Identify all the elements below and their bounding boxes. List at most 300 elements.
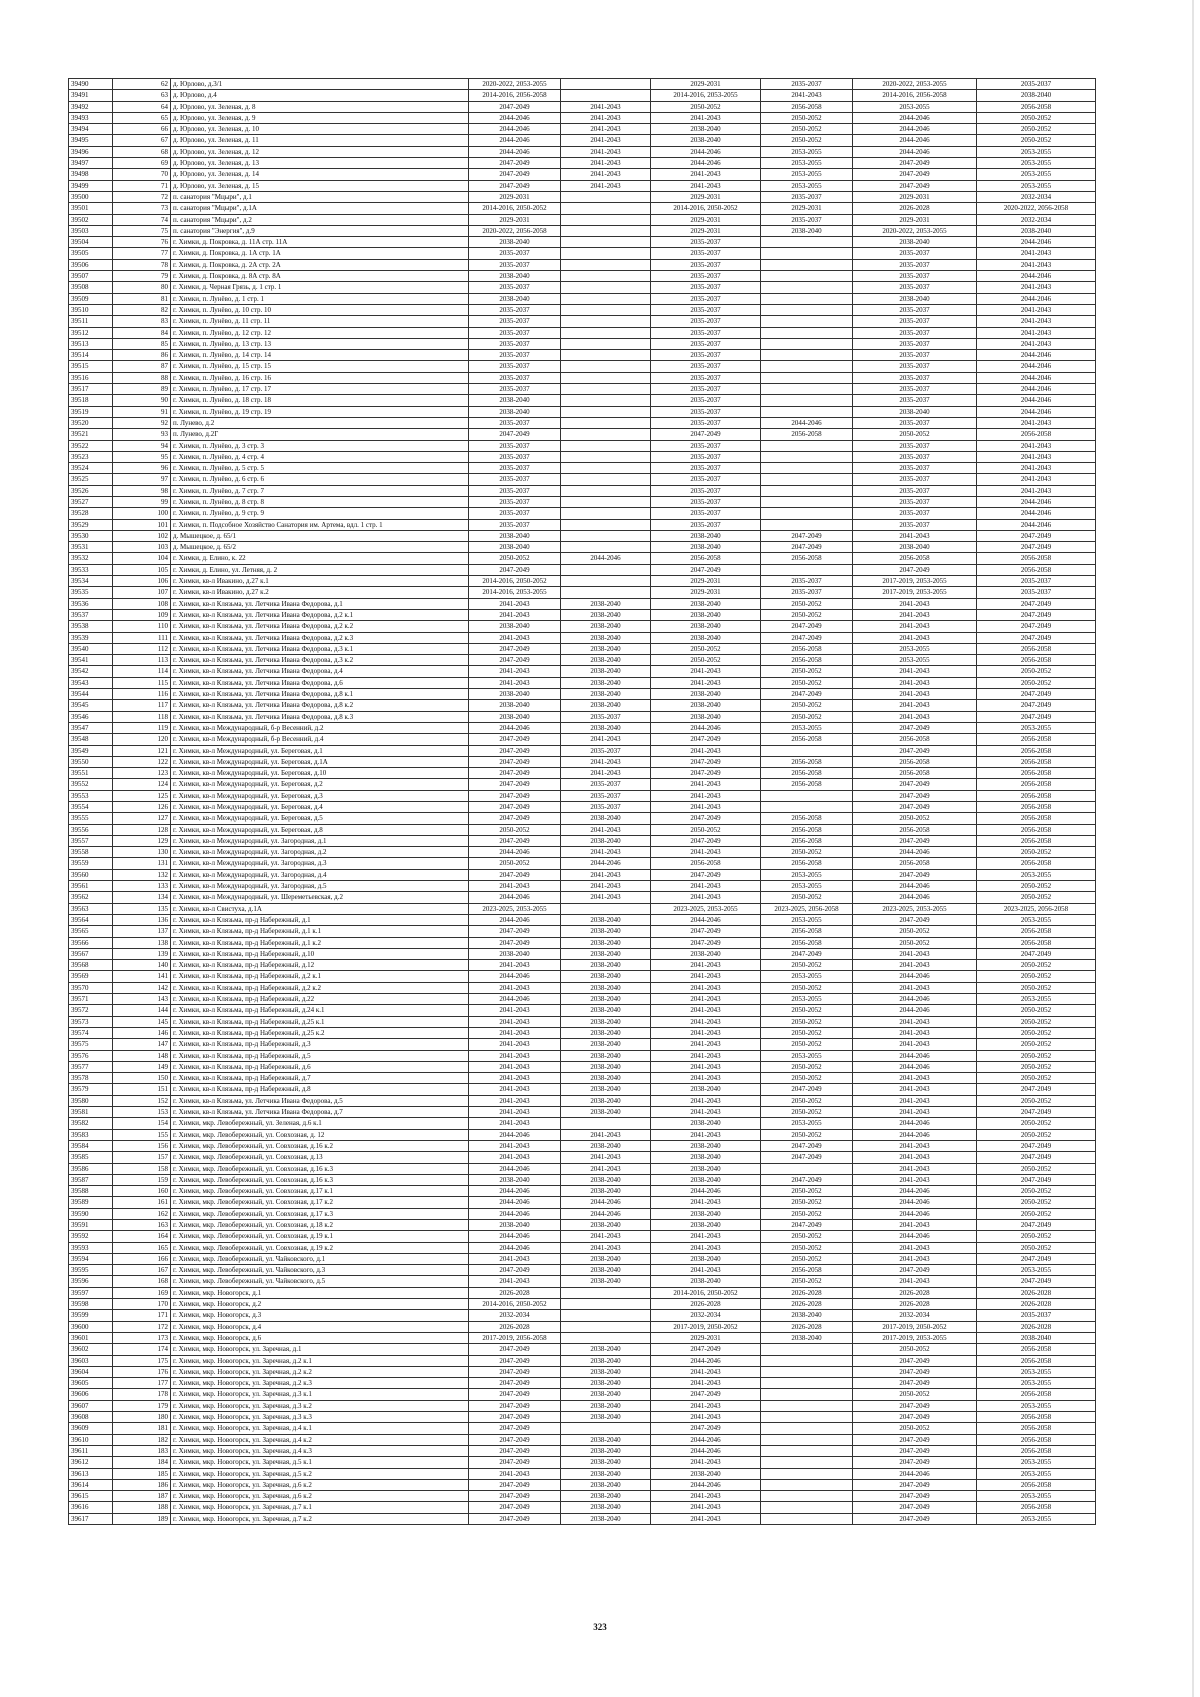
period-3-cell: 2035-2037 xyxy=(651,259,761,270)
registry-id-cell: 39587 xyxy=(69,1174,113,1185)
registry-id-cell: 39498 xyxy=(69,169,113,180)
period-6-cell: 2050-2052 xyxy=(977,847,1096,858)
period-1-cell: 2047-2049 xyxy=(469,1479,561,1490)
period-3-cell: 2041-2043 xyxy=(651,180,761,191)
period-2-cell: 2035-2037 xyxy=(561,802,651,813)
row-number-cell: 80 xyxy=(113,282,171,293)
period-2-cell: 2035-2037 xyxy=(561,711,651,722)
period-1-cell: 2044-2046 xyxy=(469,892,561,903)
period-3-cell: 2050-2052 xyxy=(651,824,761,835)
period-3-cell: 2041-2043 xyxy=(651,1039,761,1050)
period-3-cell: 2047-2049 xyxy=(651,734,761,745)
period-4-cell: 2026-2028 xyxy=(761,1299,853,1310)
period-2-cell: 2041-2043 xyxy=(561,158,651,169)
address-cell: г. Химки, кв-л Клязьма, ул. Летчика Ивана Федорова, д.2 к.2 xyxy=(171,621,469,632)
registry-id-cell: 39523 xyxy=(69,451,113,462)
table-row xyxy=(69,824,1096,835)
period-5-cell: 2047-2049 xyxy=(853,869,977,880)
period-5-cell: 2044-2046 xyxy=(853,112,977,123)
row-number-cell: 69 xyxy=(113,158,171,169)
period-3-cell: 2047-2049 xyxy=(651,926,761,937)
period-6-cell: 2044-2046 xyxy=(977,372,1096,383)
address-cell: п. Лунево, д.2Г xyxy=(171,429,469,440)
period-2-cell: 2038-2040 xyxy=(561,1265,651,1276)
period-6-cell: 2053-2055 xyxy=(977,1457,1096,1468)
period-2-cell: 2038-2040 xyxy=(561,1434,651,1445)
period-2-cell: 2041-2043 xyxy=(561,881,651,892)
period-1-cell: 2041-2043 xyxy=(469,1005,561,1016)
period-3-cell: 2038-2040 xyxy=(651,530,761,541)
period-6-cell: 2050-2052 xyxy=(977,1208,1096,1219)
period-5-cell: 2041-2043 xyxy=(853,598,977,609)
period-6-cell: 2056-2058 xyxy=(977,655,1096,666)
address-cell: г. Химки, п. Лунёво, д. 9 стр. 9 xyxy=(171,508,469,519)
registry-id-cell: 39493 xyxy=(69,112,113,123)
period-2-cell: 2038-2040 xyxy=(561,1253,651,1264)
address-cell: г. Химки, п. Лунёво, д. 11 стр. 11 xyxy=(171,316,469,327)
period-6-cell: 2053-2055 xyxy=(977,158,1096,169)
registry-id-cell: 39572 xyxy=(69,1005,113,1016)
period-1-cell: 2035-2037 xyxy=(469,384,561,395)
period-4-cell: 2053-2055 xyxy=(761,169,853,180)
table-row xyxy=(69,1174,1096,1185)
period-5-cell: 2035-2037 xyxy=(853,327,977,338)
row-number-cell: 96 xyxy=(113,463,171,474)
row-number-cell: 157 xyxy=(113,1152,171,1163)
address-cell: г. Химки, мкр. Новогорск, д.3 xyxy=(171,1310,469,1321)
registry-id-cell: 39494 xyxy=(69,124,113,135)
row-number-cell: 119 xyxy=(113,722,171,733)
period-1-cell: 2047-2049 xyxy=(469,643,561,654)
period-1-cell: 2029-2031 xyxy=(469,191,561,202)
period-3-cell: 2017-2019, 2050-2052 xyxy=(651,1321,761,1332)
period-3-cell: 2035-2037 xyxy=(651,474,761,485)
period-6-cell: 2056-2058 xyxy=(977,745,1096,756)
registry-id-cell: 39525 xyxy=(69,474,113,485)
address-cell: г. Химки, п. Лунёво, д. 8 стр. 8 xyxy=(171,496,469,507)
period-4-cell xyxy=(761,1163,853,1174)
registry-id-cell: 39508 xyxy=(69,282,113,293)
period-1-cell: 2035-2037 xyxy=(469,372,561,383)
period-1-cell: 2029-2031 xyxy=(469,214,561,225)
period-5-cell: 2035-2037 xyxy=(853,496,977,507)
period-4-cell xyxy=(761,248,853,259)
period-4-cell xyxy=(761,1434,853,1445)
period-1-cell: 2020-2022, 2053-2055 xyxy=(469,79,561,90)
period-2-cell xyxy=(561,316,651,327)
row-number-cell: 188 xyxy=(113,1502,171,1513)
registry-id-cell: 39561 xyxy=(69,881,113,892)
period-2-cell: 2038-2040 xyxy=(561,1005,651,1016)
registry-id-cell: 39598 xyxy=(69,1299,113,1310)
period-3-cell: 2047-2049 xyxy=(651,835,761,846)
period-4-cell: 2050-2052 xyxy=(761,112,853,123)
registry-id-cell: 39554 xyxy=(69,802,113,813)
table-row xyxy=(69,1276,1096,1287)
period-6-cell: 2056-2058 xyxy=(977,101,1096,112)
row-number-cell: 108 xyxy=(113,598,171,609)
period-2-cell: 2038-2040 xyxy=(561,1027,651,1038)
row-number-cell: 94 xyxy=(113,440,171,451)
period-1-cell: 2026-2028 xyxy=(469,1287,561,1298)
registry-id-cell: 39512 xyxy=(69,327,113,338)
period-4-cell: 2047-2049 xyxy=(761,1084,853,1095)
registry-id-cell: 39616 xyxy=(69,1502,113,1513)
period-5-cell: 2047-2049 xyxy=(853,914,977,925)
row-number-cell: 83 xyxy=(113,316,171,327)
table-row xyxy=(69,496,1096,507)
period-5-cell: 2050-2052 xyxy=(853,1423,977,1434)
period-4-cell: 2056-2058 xyxy=(761,429,853,440)
period-5-cell: 2017-2019, 2050-2052 xyxy=(853,1321,977,1332)
address-cell: г. Химки, кв-л Клязьма, ул. Летчика Ивана Федорова, д.6 xyxy=(171,677,469,688)
table-row xyxy=(69,101,1096,112)
address-cell: г. Химки, кв-л Клязьма, ул. Летчика Ивана Федорова, д.1 xyxy=(171,598,469,609)
address-cell: г. Химки, кв-л Клязьма, ул. Летчика Ивана Федорова, д.3 к.1 xyxy=(171,643,469,654)
registry-id-cell: 39597 xyxy=(69,1287,113,1298)
period-5-cell: 2035-2037 xyxy=(853,372,977,383)
address-cell: г. Химки, кв-л Клязьма, пр-д Набережный, д.25 к.2 xyxy=(171,1027,469,1038)
period-6-cell: 2047-2049 xyxy=(977,632,1096,643)
period-6-cell: 2041-2043 xyxy=(977,440,1096,451)
period-1-cell: 2014-2016, 2050-2052 xyxy=(469,1299,561,1310)
period-5-cell: 2038-2040 xyxy=(853,542,977,553)
registry-id-cell: 39578 xyxy=(69,1073,113,1084)
period-3-cell: 2038-2040 xyxy=(651,1253,761,1264)
table-row xyxy=(69,655,1096,666)
period-6-cell: 2050-2052 xyxy=(977,1039,1096,1050)
address-cell: г. Химки, кв-л Клязьма, ул. Летчика Ивана Федорова, д.8 к.2 xyxy=(171,700,469,711)
period-3-cell: 2035-2037 xyxy=(651,248,761,259)
table-row xyxy=(69,576,1096,587)
table-row xyxy=(69,395,1096,406)
registry-id-cell: 39515 xyxy=(69,361,113,372)
period-1-cell: 2041-2043 xyxy=(469,598,561,609)
row-number-cell: 72 xyxy=(113,191,171,202)
period-6-cell: 2056-2058 xyxy=(977,1434,1096,1445)
period-1-cell: 2047-2049 xyxy=(469,869,561,880)
period-2-cell: 2044-2046 xyxy=(561,1197,651,1208)
period-6-cell: 2041-2043 xyxy=(977,259,1096,270)
registry-id-cell: 39510 xyxy=(69,304,113,315)
row-number-cell: 132 xyxy=(113,869,171,880)
table-row xyxy=(69,293,1096,304)
period-5-cell: 2020-2022, 2053-2055 xyxy=(853,79,977,90)
period-3-cell: 2038-2040 xyxy=(651,1174,761,1185)
address-cell: д. Юрлово, ул. Зеленая, д. 13 xyxy=(171,158,469,169)
period-3-cell: 2038-2040 xyxy=(651,1163,761,1174)
period-1-cell: 2047-2049 xyxy=(469,429,561,440)
row-number-cell: 115 xyxy=(113,677,171,688)
period-2-cell: 2038-2040 xyxy=(561,1186,651,1197)
period-5-cell: 2029-2031 xyxy=(853,214,977,225)
address-cell: п. санатория "Энергия", д.9 xyxy=(171,225,469,236)
address-cell: г. Химки, кв-л Клязьма, ул. Летчика Ивана Федорова, д.4 xyxy=(171,666,469,677)
period-6-cell: 2050-2052 xyxy=(977,1050,1096,1061)
period-4-cell: 2053-2055 xyxy=(761,146,853,157)
period-1-cell: 2035-2037 xyxy=(469,259,561,270)
address-cell: г. Химки, д. Черная Грязь, д. 1 стр. 1 xyxy=(171,282,469,293)
period-6-cell: 2044-2046 xyxy=(977,395,1096,406)
address-cell: г. Химки, мкр. Левобережный, ул. Совхозная, д.18 к.2 xyxy=(171,1219,469,1230)
registry-id-cell: 39557 xyxy=(69,835,113,846)
period-2-cell: 2038-2040 xyxy=(561,643,651,654)
period-6-cell: 2050-2052 xyxy=(977,1073,1096,1084)
period-5-cell: 2044-2046 xyxy=(853,971,977,982)
period-5-cell: 2035-2037 xyxy=(853,508,977,519)
period-2-cell: 2041-2043 xyxy=(561,1152,651,1163)
address-cell: г. Химки, кв-л Международный, ул. Загородная, д.1 xyxy=(171,835,469,846)
period-5-cell: 2041-2043 xyxy=(853,1027,977,1038)
address-cell: д. Юрлово, ул. Зеленая, д. 14 xyxy=(171,169,469,180)
row-number-cell: 113 xyxy=(113,655,171,666)
row-number-cell: 93 xyxy=(113,429,171,440)
row-number-cell: 103 xyxy=(113,542,171,553)
period-5-cell: 2041-2043 xyxy=(853,1242,977,1253)
table-row xyxy=(69,384,1096,395)
period-3-cell: 2041-2043 xyxy=(651,1366,761,1377)
registry-id-cell: 39544 xyxy=(69,689,113,700)
period-6-cell: 2047-2049 xyxy=(977,1276,1096,1287)
registry-id-cell: 39495 xyxy=(69,135,113,146)
table-row xyxy=(69,282,1096,293)
period-2-cell: 2038-2040 xyxy=(561,1389,651,1400)
registry-id-cell: 39574 xyxy=(69,1027,113,1038)
period-4-cell: 2047-2049 xyxy=(761,689,853,700)
address-cell: г. Химки, кв-л Международный, ул. Загородная, д.3 xyxy=(171,858,469,869)
row-number-cell: 144 xyxy=(113,1005,171,1016)
table-row xyxy=(69,1253,1096,1264)
table-row xyxy=(69,1005,1096,1016)
period-3-cell: 2041-2043 xyxy=(651,1095,761,1106)
period-5-cell: 2041-2043 xyxy=(853,1219,977,1230)
period-2-cell xyxy=(561,485,651,496)
table-row xyxy=(69,937,1096,948)
registry-id-cell: 39560 xyxy=(69,869,113,880)
table-row xyxy=(69,892,1096,903)
table-row xyxy=(69,881,1096,892)
period-6-cell: 2035-2037 xyxy=(977,1310,1096,1321)
registry-id-cell: 39501 xyxy=(69,203,113,214)
period-6-cell: 2056-2058 xyxy=(977,1389,1096,1400)
period-2-cell xyxy=(561,463,651,474)
address-cell: г. Химки, кв-л Международный, ул. Береговая, д.10 xyxy=(171,768,469,779)
table-row xyxy=(69,1423,1096,1434)
period-4-cell: 2050-2052 xyxy=(761,1129,853,1140)
period-6-cell: 2041-2043 xyxy=(977,485,1096,496)
period-3-cell: 2038-2040 xyxy=(651,1219,761,1230)
period-6-cell: 2044-2046 xyxy=(977,361,1096,372)
registry-id-cell: 39553 xyxy=(69,790,113,801)
period-1-cell: 2035-2037 xyxy=(469,327,561,338)
registry-id-cell: 39617 xyxy=(69,1513,113,1524)
address-cell: г. Химки, кв-л Клязьма, ул. Летчика Ивана Федорова, д.8 к.3 xyxy=(171,711,469,722)
period-6-cell: 2044-2046 xyxy=(977,519,1096,530)
period-5-cell: 2035-2037 xyxy=(853,259,977,270)
address-cell: г. Химки, мкр. Новогорск, ул. Заречная, д.6 к.2 xyxy=(171,1479,469,1490)
period-2-cell xyxy=(561,1423,651,1434)
registry-id-cell: 39588 xyxy=(69,1186,113,1197)
period-2-cell: 2038-2040 xyxy=(561,1491,651,1502)
table-row xyxy=(69,180,1096,191)
period-2-cell: 2041-2043 xyxy=(561,169,651,180)
registry-id-cell: 39534 xyxy=(69,576,113,587)
period-2-cell: 2038-2040 xyxy=(561,1468,651,1479)
period-3-cell: 2035-2037 xyxy=(651,327,761,338)
period-1-cell: 2044-2046 xyxy=(469,1186,561,1197)
period-2-cell: 2038-2040 xyxy=(561,621,651,632)
period-3-cell: 2029-2031 xyxy=(651,587,761,598)
address-cell: п. санатория "Мцыри", д.1 xyxy=(171,191,469,202)
period-6-cell: 2044-2046 xyxy=(977,350,1096,361)
registry-id-cell: 39513 xyxy=(69,338,113,349)
period-4-cell: 2056-2058 xyxy=(761,813,853,824)
row-number-cell: 151 xyxy=(113,1084,171,1095)
table-row xyxy=(69,327,1096,338)
registry-id-cell: 39505 xyxy=(69,248,113,259)
period-1-cell: 2038-2040 xyxy=(469,293,561,304)
period-5-cell: 2044-2046 xyxy=(853,892,977,903)
row-number-cell: 74 xyxy=(113,214,171,225)
period-6-cell: 2056-2058 xyxy=(977,1355,1096,1366)
period-3-cell: 2041-2043 xyxy=(651,1050,761,1061)
period-2-cell: 2038-2040 xyxy=(561,1378,651,1389)
period-6-cell: 2050-2052 xyxy=(977,1027,1096,1038)
table-row xyxy=(69,417,1096,428)
table-row xyxy=(69,1016,1096,1027)
period-6-cell: 2047-2049 xyxy=(977,542,1096,553)
row-number-cell: 92 xyxy=(113,417,171,428)
address-cell: г. Химки, мкр. Левобережный, ул. Совхозная, д.19 к.1 xyxy=(171,1231,469,1242)
row-number-cell: 163 xyxy=(113,1219,171,1230)
period-5-cell: 2056-2058 xyxy=(853,734,977,745)
period-3-cell: 2044-2046 xyxy=(651,1186,761,1197)
period-2-cell: 2044-2046 xyxy=(561,553,651,564)
period-5-cell: 2047-2049 xyxy=(853,1355,977,1366)
address-cell: г. Химки, кв-л Клязьма, пр-д Набережный, д.8 xyxy=(171,1084,469,1095)
address-cell: г. Химки, п. Лунёво, д. 17 стр. 17 xyxy=(171,384,469,395)
registry-id-cell: 39583 xyxy=(69,1129,113,1140)
address-cell: г. Химки, мкр. Левобережный, ул. Совхозная, д. 12 xyxy=(171,1129,469,1140)
period-3-cell: 2044-2046 xyxy=(651,722,761,733)
period-2-cell xyxy=(561,372,651,383)
period-6-cell: 2056-2058 xyxy=(977,926,1096,937)
registry-id-cell: 39586 xyxy=(69,1163,113,1174)
address-cell: г. Химки, кв-л Ивакино, д.27 к.1 xyxy=(171,576,469,587)
period-1-cell: 2047-2049 xyxy=(469,180,561,191)
period-1-cell: 2041-2043 xyxy=(469,609,561,620)
period-4-cell xyxy=(761,361,853,372)
period-1-cell: 2041-2043 xyxy=(469,677,561,688)
period-3-cell: 2041-2043 xyxy=(651,802,761,813)
period-6-cell: 2050-2052 xyxy=(977,1016,1096,1027)
registry-id-cell: 39576 xyxy=(69,1050,113,1061)
table-row xyxy=(69,338,1096,349)
address-cell: г. Химки, д. Покровка, д. 8А стр. 8А xyxy=(171,271,469,282)
period-1-cell: 2035-2037 xyxy=(469,485,561,496)
period-6-cell: 2047-2049 xyxy=(977,1140,1096,1151)
period-4-cell xyxy=(761,1412,853,1423)
period-3-cell: 2038-2040 xyxy=(651,598,761,609)
period-3-cell: 2029-2031 xyxy=(651,79,761,90)
period-4-cell: 2038-2040 xyxy=(761,1310,853,1321)
table-row xyxy=(69,869,1096,880)
period-6-cell: 2056-2058 xyxy=(977,937,1096,948)
address-cell: г. Химки, мкр. Новогорск, ул. Заречная, д.2 к.3 xyxy=(171,1378,469,1389)
period-2-cell: 2041-2043 xyxy=(561,1129,651,1140)
period-6-cell: 2050-2052 xyxy=(977,881,1096,892)
period-3-cell: 2056-2058 xyxy=(651,858,761,869)
period-6-cell: 2050-2052 xyxy=(977,112,1096,123)
row-number-cell: 77 xyxy=(113,248,171,259)
period-2-cell: 2038-2040 xyxy=(561,1513,651,1524)
period-6-cell: 2056-2058 xyxy=(977,1423,1096,1434)
row-number-cell: 67 xyxy=(113,135,171,146)
period-5-cell: 2044-2046 xyxy=(853,146,977,157)
row-number-cell: 168 xyxy=(113,1276,171,1287)
period-1-cell: 2044-2046 xyxy=(469,1163,561,1174)
period-6-cell: 2056-2058 xyxy=(977,802,1096,813)
row-number-cell: 123 xyxy=(113,768,171,779)
period-4-cell: 2026-2028 xyxy=(761,1321,853,1332)
period-6-cell: 2038-2040 xyxy=(977,90,1096,101)
scan-edge-line xyxy=(1192,0,1194,1697)
period-2-cell xyxy=(561,361,651,372)
row-number-cell: 139 xyxy=(113,948,171,959)
period-3-cell: 2041-2043 xyxy=(651,1073,761,1084)
period-3-cell: 2050-2052 xyxy=(651,643,761,654)
registry-id-cell: 39555 xyxy=(69,813,113,824)
registry-id-cell: 39591 xyxy=(69,1219,113,1230)
registry-id-cell: 39615 xyxy=(69,1491,113,1502)
registry-id-cell: 39517 xyxy=(69,384,113,395)
period-6-cell: 2050-2052 xyxy=(977,1163,1096,1174)
period-5-cell: 2044-2046 xyxy=(853,1061,977,1072)
period-4-cell xyxy=(761,745,853,756)
period-5-cell: 2044-2046 xyxy=(853,135,977,146)
period-3-cell: 2035-2037 xyxy=(651,361,761,372)
period-5-cell: 2041-2043 xyxy=(853,1253,977,1264)
period-2-cell xyxy=(561,1287,651,1298)
period-3-cell: 2038-2040 xyxy=(651,1468,761,1479)
table-row xyxy=(69,316,1096,327)
period-5-cell: 2044-2046 xyxy=(853,1118,977,1129)
registry-id-cell: 39569 xyxy=(69,971,113,982)
period-4-cell xyxy=(761,508,853,519)
period-5-cell: 2044-2046 xyxy=(853,124,977,135)
period-6-cell: 2041-2043 xyxy=(977,417,1096,428)
period-3-cell: 2041-2043 xyxy=(651,1457,761,1468)
period-4-cell: 2050-2052 xyxy=(761,892,853,903)
row-number-cell: 141 xyxy=(113,971,171,982)
period-6-cell: 2023-2025, 2056-2058 xyxy=(977,903,1096,914)
period-5-cell: 2014-2016, 2056-2058 xyxy=(853,90,977,101)
row-number-cell: 154 xyxy=(113,1118,171,1129)
period-4-cell: 2056-2058 xyxy=(761,1265,853,1276)
period-2-cell xyxy=(561,542,651,553)
period-2-cell: 2038-2040 xyxy=(561,700,651,711)
period-1-cell: 2044-2046 xyxy=(469,135,561,146)
address-cell: г. Химки, кв-л Клязьма, ул. Летчика Ивана Федорова, д.5 xyxy=(171,1095,469,1106)
period-6-cell: 2044-2046 xyxy=(977,406,1096,417)
period-2-cell xyxy=(561,338,651,349)
period-5-cell: 2041-2043 xyxy=(853,711,977,722)
period-2-cell: 2038-2040 xyxy=(561,813,651,824)
period-3-cell: 2044-2046 xyxy=(651,1434,761,1445)
table-row xyxy=(69,1412,1096,1423)
period-6-cell: 2041-2043 xyxy=(977,304,1096,315)
period-5-cell: 2038-2040 xyxy=(853,406,977,417)
